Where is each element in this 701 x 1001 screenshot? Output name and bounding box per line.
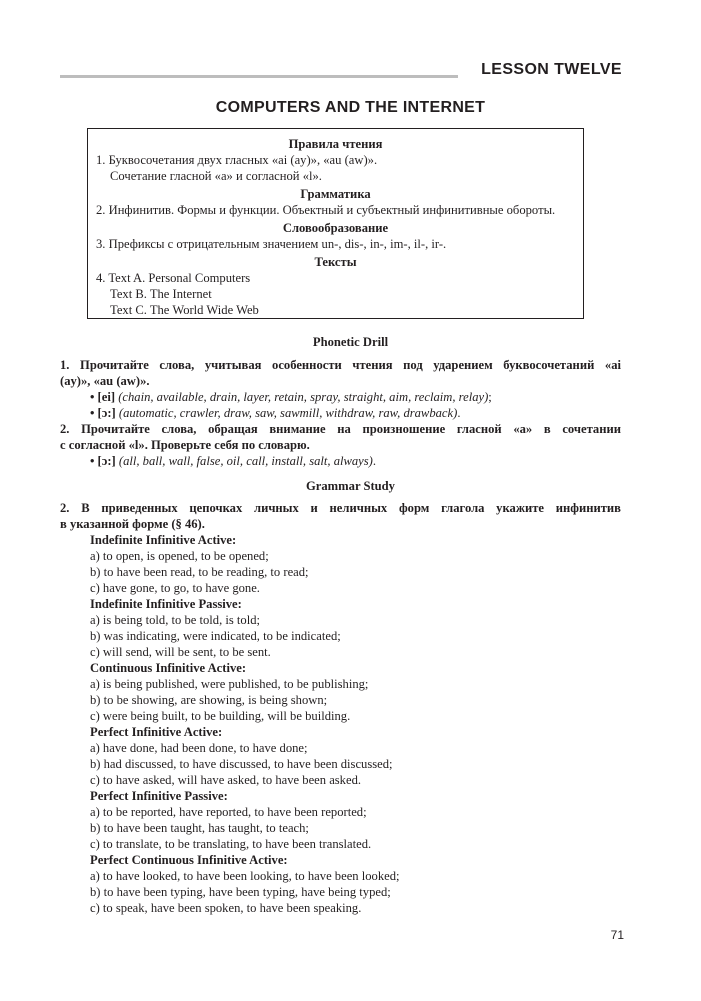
grammar-exercise-line-2: в указанной форме (§ 46).	[60, 517, 205, 531]
bullet-ei: • [ei] (chain, available, drain, layer, retain, spray, straight, aim, reclaim, relay);	[90, 390, 492, 404]
option-a: a) to open, is opened, to be opened;	[90, 549, 269, 563]
option-c: c) have gone, to go, to have gone.	[90, 581, 260, 595]
texts-item-c: Text C. The World Wide Web	[110, 303, 259, 317]
word-list: (chain, available, drain, layer, retain, spray, straight, aim, reclaim, relay)	[118, 390, 489, 404]
option-b: b) was indicating, were indicated, to be indicated;	[90, 629, 341, 643]
option-a: a) to have looked, to have been looking, to have been looked;	[90, 869, 400, 883]
exercise-1-line-2: (ay)», «au (aw)».	[60, 374, 150, 388]
grammar-exercise-line-1: 2. В приведенных цепочках личных и неличных форм глагола укажите инфинитив	[60, 501, 621, 515]
phonetic-symbol: • [ei]	[90, 390, 116, 404]
header-rule	[60, 75, 458, 78]
option-b: b) had discussed, to have discussed, to have been discussed;	[90, 757, 393, 771]
phonetic-drill-heading: Phonetic Drill	[312, 335, 389, 349]
option-c: c) were being built, to be building, will be building.	[90, 709, 351, 723]
option-b: b) to have been taught, has taught, to teach;	[90, 821, 309, 835]
lesson-title: LESSON TWELVE	[481, 61, 622, 78]
infinitive-form-heading: Indefinite Infinitive Active:	[90, 533, 237, 547]
option-a: a) is being told, to be told, is told;	[90, 613, 261, 627]
bullet-o-long: • [ɔ:] (automatic, crawler, draw, saw, sawmill, withdraw, raw, drawback).	[90, 406, 461, 420]
phonetic-symbol: • [ɔ:]	[90, 406, 116, 420]
option-c: c) to translate, to be translating, to have been translated.	[90, 837, 372, 851]
exercise-2-line-1: 2. Прочитайте слова, обращая внимание на произношение гласной «a» в сочетании	[60, 422, 621, 436]
word-formation-heading: Словообразование	[282, 221, 389, 235]
infinitive-form-heading: Perfect Continuous Infinitive Active:	[90, 853, 288, 867]
grammar-study-heading: Grammar Study	[306, 479, 395, 493]
texts-item-b: Text B. The Internet	[110, 287, 212, 301]
option-c: c) to speak, have been spoken, to have been speaking.	[90, 901, 362, 915]
reading-rule-2: Сочетание гласной «a» и согласной «l».	[110, 169, 322, 183]
grammar-heading: Грамматика	[300, 187, 371, 201]
texts-heading: Тексты	[314, 255, 357, 269]
infinitive-form-heading: Indefinite Infinitive Passive:	[90, 597, 242, 611]
option-a: a) to be reported, have reported, to have been reported;	[90, 805, 367, 819]
option-c: c) to have asked, will have asked, to have been asked.	[90, 773, 362, 787]
bullet-o-long-2: • [ɔ:] (all, ball, wall, false, oil, call, install, salt, always).	[90, 454, 377, 468]
phonetic-symbol: • [ɔ:]	[90, 454, 116, 468]
exercise-1-line-1: 1. Прочитайте слова, учитывая особенности чтения под ударением буквосочетаний «ai	[60, 358, 621, 372]
option-b: b) to be showing, are showing, is being shown;	[90, 693, 328, 707]
grammar-item: 2. Инфинитив. Формы и функции. Объектный и субъектный инфинитивные обороты.	[96, 203, 556, 217]
infinitive-form-heading: Continuous Infinitive Active:	[90, 661, 247, 675]
word-list: (automatic, crawler, draw, saw, sawmill, withdraw, raw, drawback)	[118, 406, 458, 420]
option-b: b) to have been read, to be reading, to read;	[90, 565, 309, 579]
page-number: 71	[610, 928, 624, 942]
option-a: a) is being published, were published, to be publishing;	[90, 677, 369, 691]
word-list: (all, ball, wall, false, oil, call, install, salt, always)	[118, 454, 373, 468]
reading-rules-heading: Правила чтения	[288, 137, 383, 151]
option-c: c) will send, will be sent, to be sent.	[90, 645, 271, 659]
option-a: a) have done, had been done, to have done;	[90, 741, 308, 755]
page-title: COMPUTERS AND THE INTERNET	[215, 99, 486, 116]
option-b: b) to have been typing, have been typing, have being typed;	[90, 885, 391, 899]
reading-rule-1: 1. Буквосочетания двух гласных «ai (ay)», «au (aw)».	[96, 153, 378, 167]
exercise-2-line-2: с согласной «l». Проверьте себя по словарю.	[60, 438, 310, 452]
infinitive-form-heading: Perfect Infinitive Active:	[90, 725, 223, 739]
infinitive-form-heading: Perfect Infinitive Passive:	[90, 789, 228, 803]
texts-item-a: 4. Text A. Personal Computers	[96, 271, 251, 285]
word-formation-item: 3. Префиксы с отрицательным значением un-, dis-, in-, im-, il-, ir-.	[96, 237, 447, 251]
